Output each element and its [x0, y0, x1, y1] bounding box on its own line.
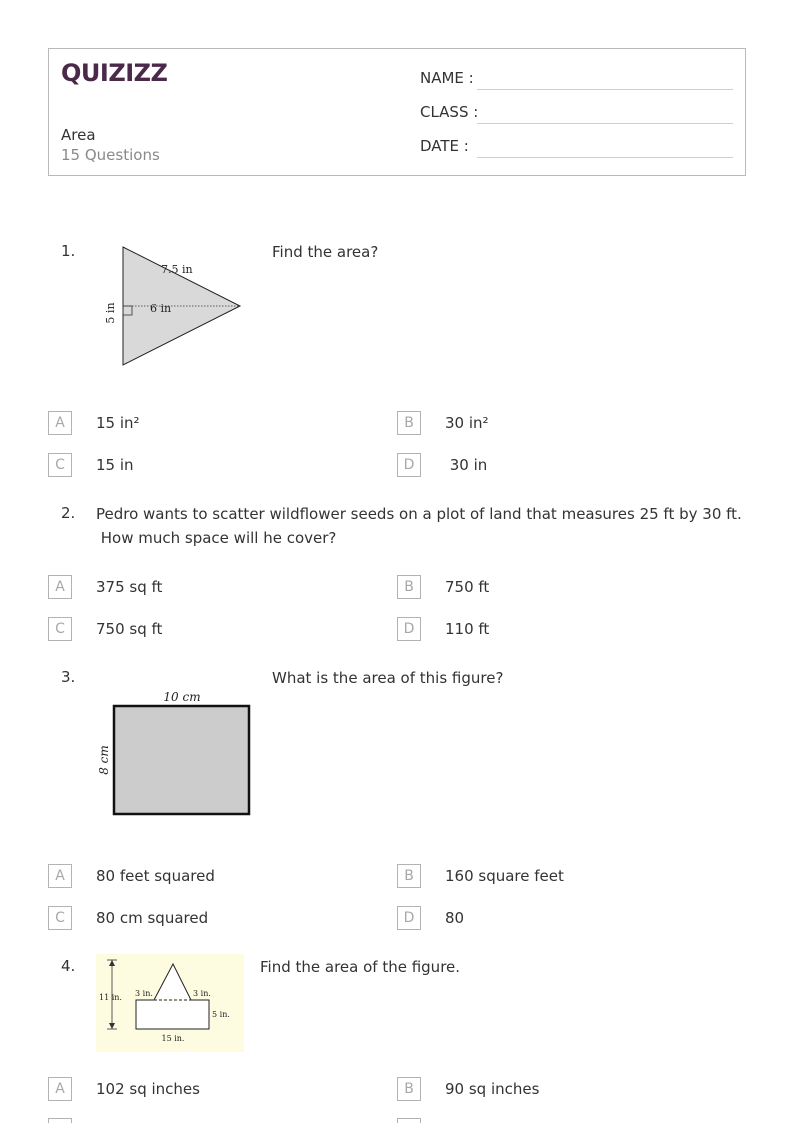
option-letter-d[interactable]: D: [397, 617, 421, 641]
option-letter-b[interactable]: B: [397, 1077, 421, 1101]
tri-left-label: 3 in.: [135, 989, 153, 998]
option-text[interactable]: 102 sq inches: [96, 1080, 200, 1098]
rectangle-figure: [96, 688, 256, 820]
question-number: 2.: [61, 504, 76, 522]
date-line: [477, 157, 733, 158]
question-text: What is the area of this figure?: [272, 669, 504, 687]
question-number: 1.: [61, 242, 76, 260]
question-text: Find the area?: [272, 243, 379, 261]
question-count: 15 Questions: [61, 146, 160, 164]
class-label: CLASS :: [420, 103, 479, 121]
option-letter-c[interactable]: C: [48, 906, 72, 930]
option-text[interactable]: 15 in: [96, 456, 134, 474]
name-line: [477, 89, 733, 90]
height-label: 8 cm: [97, 745, 111, 775]
question-text: Pedro wants to scatter wildflower seeds on a plot of land that measures 25 ft by 30 ft.: [96, 505, 742, 523]
worksheet-header: [48, 48, 746, 176]
height-label: 6 in: [150, 302, 172, 315]
option-letter-b[interactable]: B: [397, 411, 421, 435]
option-text[interactable]: 15 in²: [96, 414, 140, 432]
rect-height-label: 5 in.: [212, 1010, 230, 1019]
option-text[interactable]: 80 feet squared: [96, 867, 215, 885]
option-letter-d-partial[interactable]: [397, 1118, 421, 1123]
option-letter-c[interactable]: C: [48, 617, 72, 641]
option-text[interactable]: 750 sq ft: [96, 620, 163, 638]
option-text[interactable]: 110 ft: [445, 620, 490, 638]
option-letter-d[interactable]: D: [397, 906, 421, 930]
option-text[interactable]: 80: [445, 909, 465, 927]
option-letter-a[interactable]: A: [48, 411, 72, 435]
option-text[interactable]: 30 in²: [445, 414, 489, 432]
option-letter-c-partial[interactable]: [48, 1118, 72, 1123]
question-number: 3.: [61, 668, 76, 686]
option-text[interactable]: 80 cm squared: [96, 909, 209, 927]
option-text[interactable]: 90 sq inches: [445, 1080, 540, 1098]
width-label: 10 cm: [163, 690, 201, 704]
option-letter-b[interactable]: B: [397, 575, 421, 599]
slant-label: 7.5 in: [161, 263, 193, 276]
date-label: DATE :: [420, 137, 469, 155]
tri-right-label: 3 in.: [193, 989, 211, 998]
option-letter-a[interactable]: A: [48, 575, 72, 599]
option-text[interactable]: 160 square feet: [445, 867, 564, 885]
option-letter-b[interactable]: B: [397, 864, 421, 888]
side-label: 5 in: [104, 302, 117, 324]
question-number: 4.: [61, 957, 76, 975]
triangle-figure: [100, 243, 250, 369]
option-text[interactable]: 375 sq ft: [96, 578, 163, 596]
option-text[interactable]: 750 ft: [445, 578, 490, 596]
option-letter-d[interactable]: D: [397, 453, 421, 477]
quizizz-logo: QUIZIZZ: [61, 59, 168, 87]
option-letter-c[interactable]: C: [48, 453, 72, 477]
question-text: Find the area of the figure.: [260, 958, 461, 976]
option-letter-a[interactable]: A: [48, 864, 72, 888]
option-letter-a[interactable]: A: [48, 1077, 72, 1101]
option-text[interactable]: 30 in: [445, 456, 488, 474]
worksheet-title: Area: [61, 126, 96, 144]
total-height-label: 11 in.: [99, 993, 122, 1002]
composite-figure: [96, 954, 244, 1052]
class-line: [477, 123, 733, 124]
question-text-continued: How much space will he cover?: [96, 529, 337, 547]
rect-width-label: 15 in.: [161, 1034, 185, 1043]
name-label: NAME :: [420, 69, 474, 87]
